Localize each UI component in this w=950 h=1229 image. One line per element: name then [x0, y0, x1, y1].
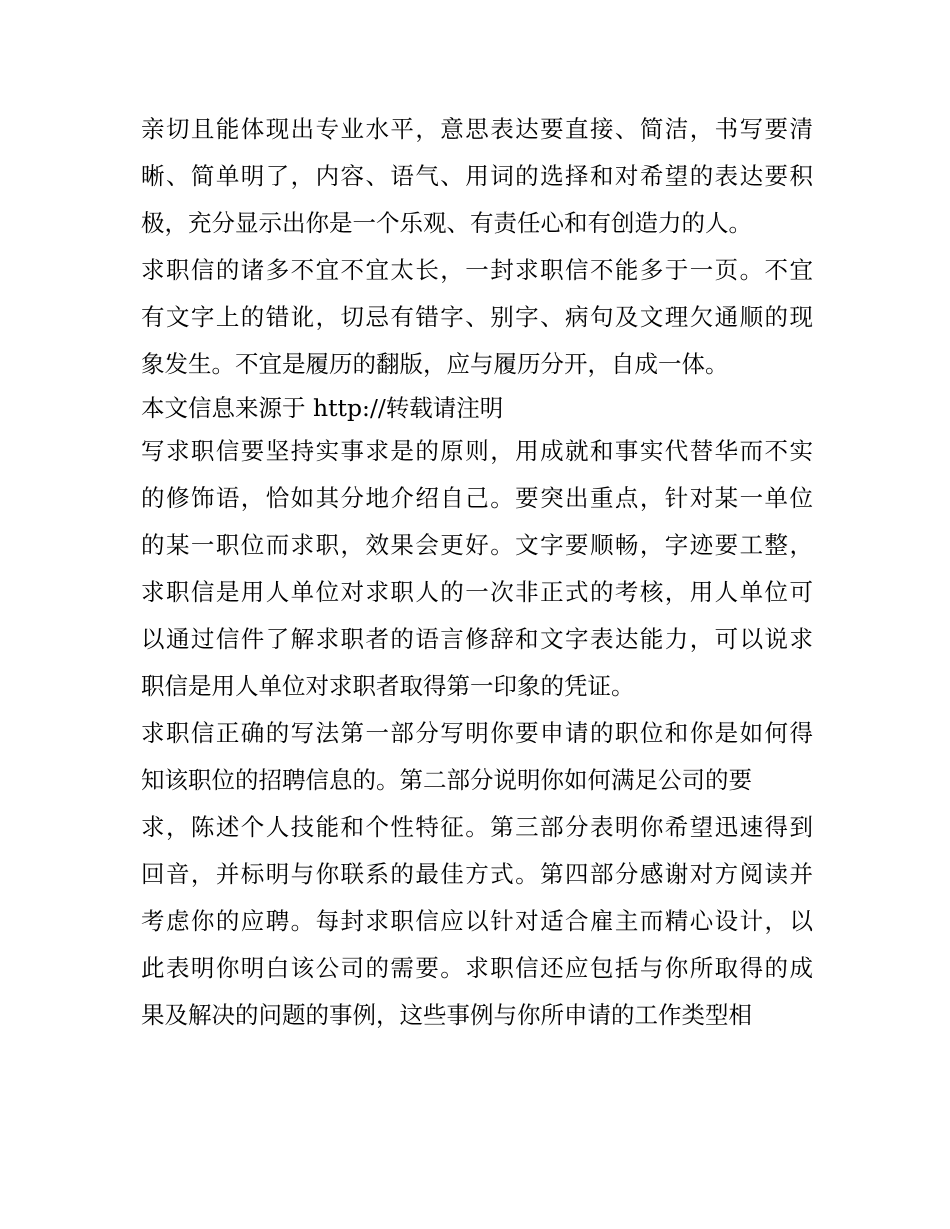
text-line: 考虑你的应聘。每封求职信应以针对适合雇主而精心设计，以 — [141, 907, 813, 935]
text-line: 求，陈述个人技能和个性特征。第三部分表明你希望迅速得到 — [141, 813, 813, 841]
text-line: 极，充分显示出你是一个乐观、有责任心和有创造力的人。 — [141, 209, 752, 237]
text-line: 回音，并标明与你联系的最佳方式。第四部分感谢对方阅读并 — [141, 860, 813, 888]
text-line: 知该职位的招聘信息的。第二部分说明你如何满足公司的要 — [141, 766, 752, 794]
text-line: 的某一职位而求职，效果会更好。文字要顺畅，字迹要工整， — [141, 531, 813, 559]
text-line: 亲切且能体现出专业水平，意思表达要直接、简洁，书写要清 — [141, 115, 813, 143]
paragraph-intro-tone — [141, 106, 813, 247]
text-line: 求职信正确的写法第一部分写明你要申请的职位和你是如何得 — [141, 719, 813, 747]
text-line: 象发生。不宜是履历的翻版，应与履历分开，自成一体。 — [141, 350, 729, 378]
text-line: 果及解决的问题的事例，这些事例与你所申请的工作类型相 — [141, 1001, 752, 1029]
source-note-line: 本文信息来源于 http://转载请注明 — [141, 394, 504, 422]
text-line: 求职信是用人单位对求职人的一次非正式的考核，用人单位可 — [141, 578, 813, 606]
text-line: 写求职信要坚持实事求是的原则，用成就和事实代替华而不实 — [141, 437, 813, 465]
text-line: 晰、简单明了，内容、语气、用词的选择和对希望的表达要积 — [141, 162, 813, 190]
text-line: 有文字上的错讹，切忌有错字、别字、病句及文理欠通顺的现 — [141, 303, 813, 331]
paragraph-source-note — [141, 388, 813, 428]
document-body — [141, 106, 813, 1039]
paragraph-dont-list — [141, 247, 813, 388]
text-line: 此表明你明白该公司的需要。求职信还应包括与你所取得的成 — [141, 954, 813, 982]
text-line: 职信是用人单位对求职者取得第一印象的凭证。 — [141, 672, 635, 700]
text-line: 求职信的诸多不宜不宜太长，一封求职信不能多于一页。不宜 — [141, 256, 813, 284]
text-line: 的修饰语，恰如其分地介绍自己。要突出重点，针对某一单位 — [141, 484, 813, 512]
text-line: 以通过信件了解求职者的语言修辞和文字表达能力，可以说求 — [141, 625, 813, 653]
paragraph-principles — [141, 428, 813, 710]
paragraph-correct-writing — [141, 710, 813, 1039]
